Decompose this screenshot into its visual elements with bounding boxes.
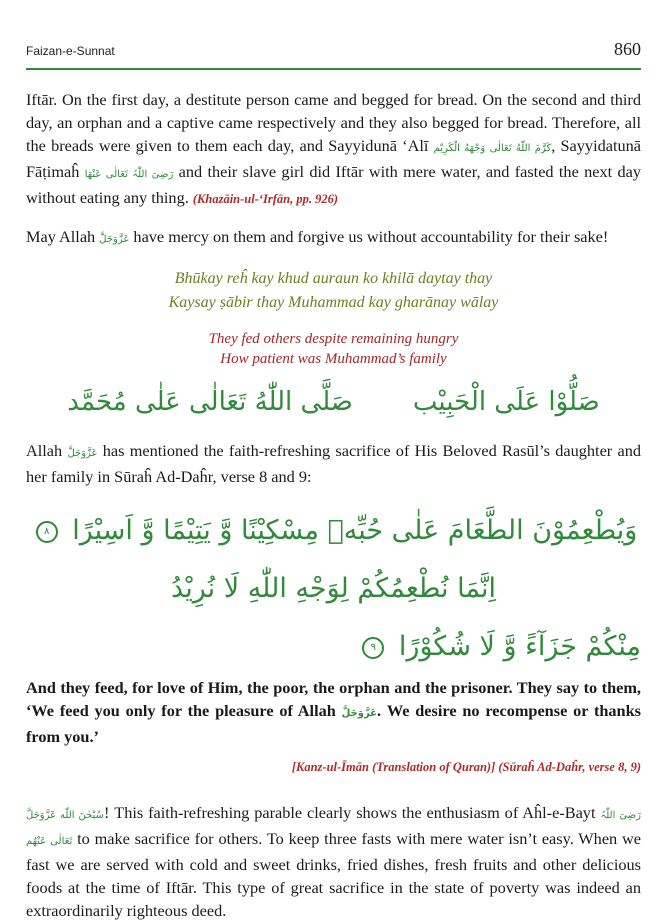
translation-text-2: . We desire no recompense or thanks from you.’ bbox=[26, 701, 642, 746]
paragraph-dua bbox=[26, 225, 641, 251]
verse-9-text-b: مِنْكُمْ جَزَآءً وَّ لَا شُكُوْرًا bbox=[398, 631, 641, 662]
reference-kanz-ul-iman: [Kanz-ul-Īmān (Translation of Quran)] (Sūraĥ Ad-Daĥr, verse 8, 9) bbox=[291, 760, 641, 774]
poem-line-1: Bhūkay reĥ kay khud auraun ko khilā daytay thay bbox=[174, 270, 493, 287]
poem-line-2: Kaysay ṣābir thay Muhammad kay gharānay wālay bbox=[168, 294, 499, 311]
azzawajal-glyph: عَزَّوَجَلَّ bbox=[67, 448, 98, 459]
paragraph-iftar-story bbox=[26, 88, 641, 211]
page-number: 860 bbox=[614, 39, 641, 59]
verse-line-1 bbox=[26, 502, 641, 618]
para2-text-1: May Allah bbox=[26, 227, 96, 246]
para4-text-1: ! This faith-refreshing parable clearly shows the enthusiasm of Aĥl-e-Bayt bbox=[104, 803, 596, 822]
durood-sallallahu: صَلَّى اللّٰهُ تَعَالٰى عَلٰى مُحَمَّد bbox=[67, 387, 353, 417]
para1-text-2: , Sayyidatunā Fāṭimaĥ bbox=[26, 136, 641, 181]
para3-text-2: has mentioned the faith-refreshing sacrifice of His Beloved Rasūl’s daughter and her family in Sūraĥ Ad-Daĥr, verse 8 and 9: bbox=[26, 441, 641, 486]
poem-block bbox=[26, 267, 641, 369]
verse-line-2 bbox=[26, 618, 641, 676]
ayah-marker-8: ٨ bbox=[36, 521, 58, 543]
verse-9-text-a: اِنَّمَا نُطْعِمُكُمْ لِوَجْهِ اللّٰهِ لَا نُرِيْدُ bbox=[171, 573, 496, 604]
azzawajal-glyph: عَزَّوَجَلَّ bbox=[99, 234, 130, 245]
honorific-ahl-e-bayt: رَضِیَ اللّٰہُ تَعَالٰی عَنْهُم bbox=[26, 810, 641, 847]
page-content bbox=[26, 88, 641, 922]
paragraph-surah-intro bbox=[26, 439, 641, 488]
translation-text-1: And they feed, for love of Him, the poor, the orphan and the prisoner. They say to them, ‘We feed you only for the pleasure of Allah bbox=[26, 678, 641, 720]
page-header bbox=[26, 36, 641, 70]
poem-translation-1: They fed others despite remaining hungry bbox=[208, 331, 459, 347]
para3-text-1: Allah bbox=[26, 441, 63, 460]
verse-8-text: وَيُطْعِمُوْنَ الطَّعَامَ عَلٰى حُبِّهٖ مِسْكِيْنًا وَّ يَتِيْمًا وَّ اَسِيْرًا bbox=[72, 515, 638, 546]
honorific-ali: كَرَّمَ اللّٰهُ تَعَالٰی وَجْهَهُ الْكَرِيْم bbox=[433, 143, 552, 154]
azzawajal-glyph: عَزَّوَجَلَّ bbox=[341, 708, 377, 719]
paragraph-sacrifice bbox=[26, 801, 641, 922]
ayah-marker-9: ٩ bbox=[362, 637, 384, 659]
para4-text-2: to make sacrifice for others. To keep three fasts with mere water isn’t easy. When we fast we are served with cold and sweet drinks, fried dishes, fresh fruits and other delicious foods at the time of Iftār. This type of great sacrifice in the state of poverty was indeed an extraordinarily righteous deed. bbox=[26, 829, 641, 920]
poem-translation-2: How patient was Muhammad’s family bbox=[220, 351, 447, 367]
reference-khazain: (Khazāin-ul-‘Irfān, pp. 926) bbox=[192, 192, 339, 206]
para1-text-3: and their slave girl did Iftār with mere water, and fasted the next day without eating any thing. bbox=[26, 162, 641, 207]
book-title: Faizan-e-Sunnat bbox=[26, 44, 115, 58]
honorific-fatima: رَضِیَ اللّٰہُ تَعَالٰی عَنْهَا bbox=[84, 169, 174, 180]
verse-translation bbox=[26, 676, 641, 748]
para2-text-2: have mercy on them and forgive us without accountability for their sake! bbox=[133, 227, 609, 246]
quran-verse bbox=[26, 502, 641, 676]
durood-line bbox=[26, 387, 641, 417]
para1-text-1: Iftār. On the first day, a destitute person came and begged for bread. On the second and third day, an orphan and a captive came respectively and they also begged for bread. Therefore, all the breads were given to them each day, and Sayyidunā ‘Alī bbox=[26, 90, 641, 155]
durood-sallu-alal-habib: صَلُّوْا عَلَى الْحَبِيْب bbox=[412, 387, 600, 417]
subhanallah-glyph: سُبْحٰنَ اللّٰه عَزَّوَجَلَّ bbox=[26, 810, 104, 821]
